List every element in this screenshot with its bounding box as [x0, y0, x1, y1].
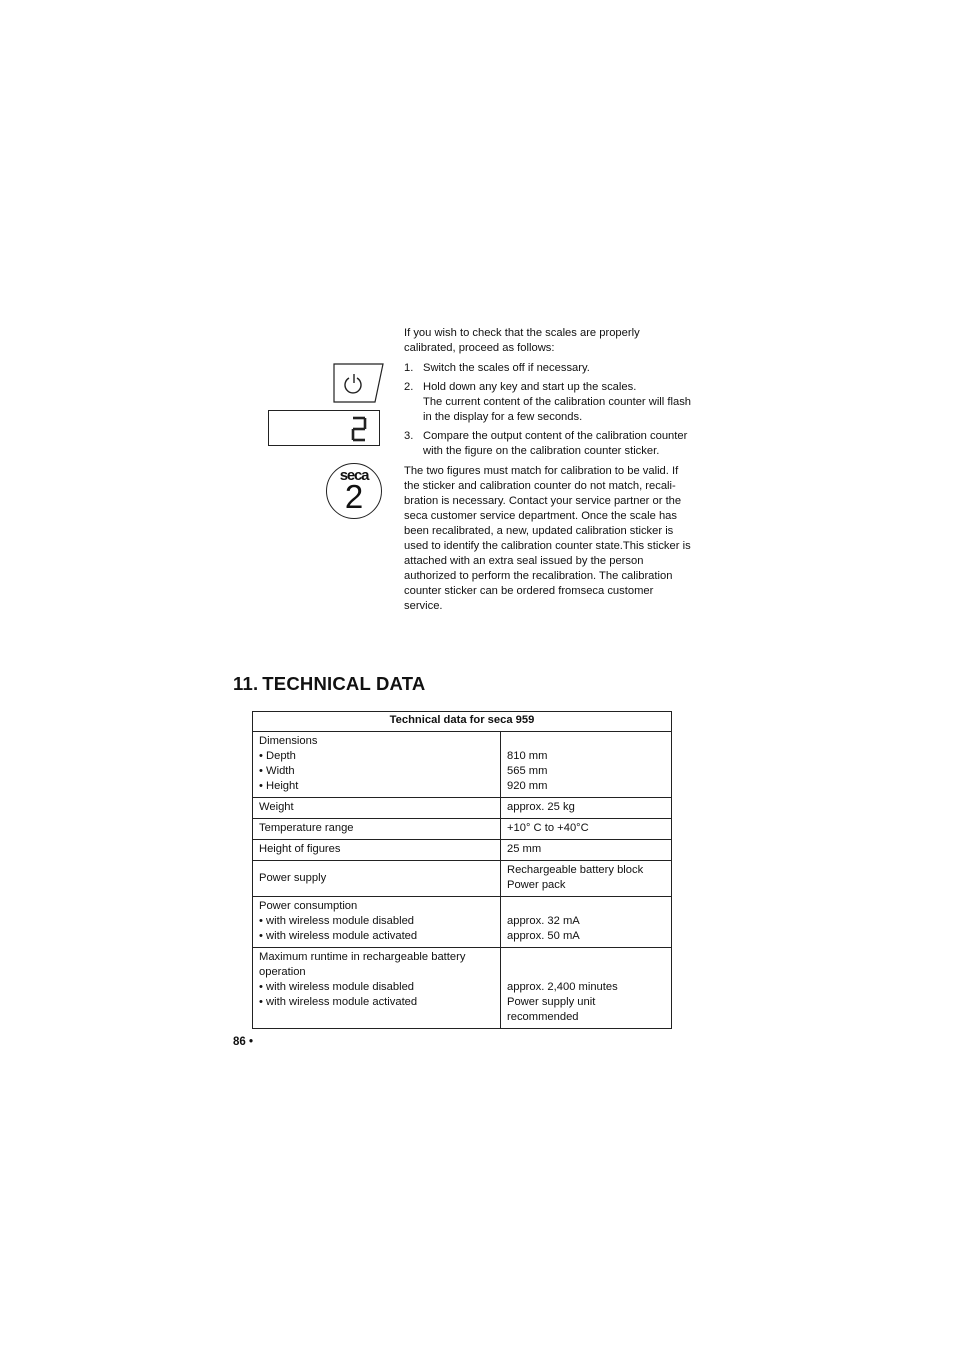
table-cell-value: [501, 948, 672, 1029]
section-number: 11.: [233, 673, 259, 694]
sticker-brand: seca: [339, 467, 369, 484]
step-text: Compare the output content of the calibration counter with the figure on the calibration counter sticker.: [423, 430, 688, 457]
calibration-instructions: [404, 326, 692, 614]
sticker-number: 2: [344, 478, 364, 515]
runtime-label: Maximum runtime in rechargeable battery: [259, 951, 466, 963]
dimensions-label: Dimensions: [259, 735, 318, 747]
power-key-illustration: [332, 362, 386, 404]
step-number: 1.: [404, 362, 414, 374]
table-cell-value: [501, 897, 672, 948]
table-cell-value: approx. 25 kg: [501, 798, 672, 819]
dimension-item: • Width: [259, 765, 295, 777]
step-number: 2.: [404, 381, 414, 393]
table-cell-label: [253, 948, 501, 1029]
dimension-item: • Depth: [259, 750, 296, 762]
page-number: 86 •: [233, 1036, 254, 1048]
seven-segment-digit: [351, 416, 367, 442]
table-row: [253, 840, 672, 861]
table-cell-value: +10° C to +40°C: [501, 819, 672, 840]
power-icon: [345, 374, 361, 393]
table-row: [253, 798, 672, 819]
table-cell-label: Weight: [253, 798, 501, 819]
step-text: Hold down any key and start up the scales.: [423, 381, 637, 393]
runtime-value: approx. 2,400 minutes: [507, 981, 618, 993]
table-cell-value: [501, 861, 672, 897]
runtime-item: • with wireless module activated: [259, 996, 418, 1008]
section-title: TECHNICAL DATA: [262, 673, 426, 694]
power-consumption-label: Power consumption: [259, 900, 358, 912]
power-supply-value: Rechargeable battery block: [507, 864, 644, 876]
table-cell-label: [253, 897, 501, 948]
step-item: [404, 429, 692, 459]
scale-display-illustration: [268, 410, 380, 446]
table-cell-label: Power supply: [253, 861, 501, 897]
power-consumption-item: • with wireless module disabled: [259, 915, 415, 927]
step-detail: The current content of the calibration counter will flash in the display for a few seconds.: [423, 396, 692, 423]
power-consumption-value: approx. 32 mA: [507, 915, 580, 927]
dimension-item: • Height: [259, 780, 299, 792]
runtime-value: recommended: [507, 1011, 579, 1023]
step-text: Switch the scales off if necessary.: [423, 362, 590, 374]
dimension-value: 810 mm: [507, 750, 548, 762]
power-consumption-value: approx. 50 mA: [507, 930, 580, 942]
power-supply-value: Power pack: [507, 879, 566, 891]
table-row: [253, 948, 672, 1029]
step-item: [404, 380, 692, 425]
power-consumption-item: • with wireless module activated: [259, 930, 418, 942]
table-caption-row: [253, 712, 672, 732]
step-number: 3.: [404, 430, 414, 442]
runtime-value: Power supply unit: [507, 996, 596, 1008]
table-row: [253, 819, 672, 840]
table-cell-label: [253, 732, 501, 798]
step-item: [404, 361, 692, 376]
steps-list: [404, 361, 692, 459]
dimension-value: 920 mm: [507, 780, 548, 792]
technical-data-table: [252, 711, 672, 1029]
table-row: [253, 897, 672, 948]
table-cell-label: Temperature range: [253, 819, 501, 840]
table-row: [253, 861, 672, 897]
closing-paragraph: The two figures must match for calibration to be valid. If the sticker and calibration counter do not match, recali-bration is necessary. Contact your service partner or the seca customer service department. Once the scale has been recalibrated, a new, updated calibration sticker is used to identify the calibration counter state.This sticker is attached with an extra seal issued by the person authorized to perform the recalibration. The calibration counter sticker can be ordered fromseca customer service.: [404, 465, 691, 612]
table-cell-label: Height of figures: [253, 840, 501, 861]
table-caption: Technical data for seca 959: [253, 712, 672, 732]
runtime-label: operation: [259, 966, 306, 978]
calibration-sticker-illustration: [326, 463, 382, 519]
intro-paragraph: If you wish to check that the scales are properly calibrated, proceed as follows:: [404, 327, 640, 354]
runtime-item: • with wireless module disabled: [259, 981, 415, 993]
table-cell-value: 25 mm: [501, 840, 672, 861]
dimension-value: 565 mm: [507, 765, 548, 777]
table-cell-value: [501, 732, 672, 798]
section-heading: [233, 673, 425, 695]
table-row: [253, 732, 672, 798]
